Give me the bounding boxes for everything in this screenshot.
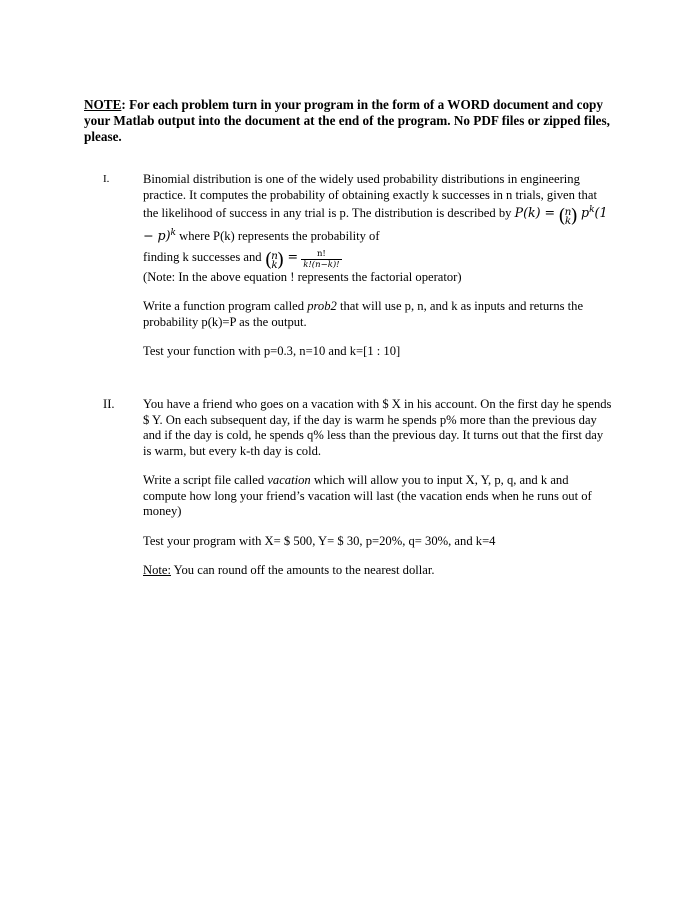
formula-mid: (1 − p) [143,205,608,244]
task-1-pre: Write a function program called [143,299,308,314]
problem-2-note [143,563,613,579]
problem-2-body [143,397,613,579]
script-name: vacation [267,473,311,487]
instructions-note [84,97,614,145]
problem-1-note-line: (Note: In the above equation ! represents the factorial operator) [143,269,462,284]
factorial-fraction [301,249,341,270]
finding-text: finding k successes and [143,249,262,264]
binom-bottom-2: k [271,258,278,271]
problem-1-body [143,172,613,360]
binom-top: n [564,206,572,219]
problem-1-task [143,299,613,330]
binomial-coefficient: (n k) [558,205,578,228]
problem-2-task [143,473,613,520]
problem-1-intro [143,172,613,245]
problem-1-intro-text: Binomial distribution is one of the widely used probability distributions in engineering practice. It computes the probability of obtaining exactly k successes in n trials, given that the likelihood of success in any trial is p. The distribution is described by [143,172,597,221]
function-name: prob2 [307,299,337,314]
binomial-coefficient-2: (n k) [264,248,285,271]
formula-exp1: k [589,205,595,215]
note-text: : For each problem turn in your program in the form of a WORD document and copy your Matlab output into the document at the end of the program. No PDF files or zipped files, please. [84,97,610,144]
problem-1-finding-line [143,249,613,270]
formula-lhs: P(k) = [514,205,556,221]
task-2-pre: Write a script file called [143,473,268,487]
frac-denominator: k!(n−k)! [303,259,340,270]
binom-top-2: n [271,249,278,262]
task-2-post: which will allow you to input X, Y, p, q, and k and compute how long your friend’s vacation will last (the vacation ends when he runs out of money) [143,473,592,518]
problem-1-test: Test your function with p=0.3, n=10 and k=[1 : 10] [143,344,401,359]
problem-2-test: Test your program with X= $ 500, Y= $ 30, p=20%, q= 30%, and k=4 [143,533,496,548]
formula-p: p [581,205,590,221]
frac-numerator: n! [301,249,341,260]
note-label: NOTE [84,97,122,112]
problem-2-intro: You have a friend who goes on a vacation with $ X in his account. On the first day he spends $ Y. On each subsequent day, if the day is warm he spends p% more than the previous day and if the day is cold, he spends q% less than the previous day. It turns out that the first day is warm, but every k-th day is cold. [143,397,612,458]
formula-exp2: k [170,228,176,239]
equals-sign: = [287,248,299,264]
problem-2-note-text: You can round off the amounts to the nearest dollar. [170,563,435,577]
binom-bottom: k [564,215,572,228]
problem-1-numeral: I. [103,173,110,185]
problem-2-numeral: II. [103,397,115,411]
after-formula-text: where P(k) represents the probability of [176,229,380,244]
task-1-post: that will use p, n, and k as inputs and returns the probability p(k)=P as the output. [143,299,584,329]
problem-2-note-label: Note: [143,563,171,577]
